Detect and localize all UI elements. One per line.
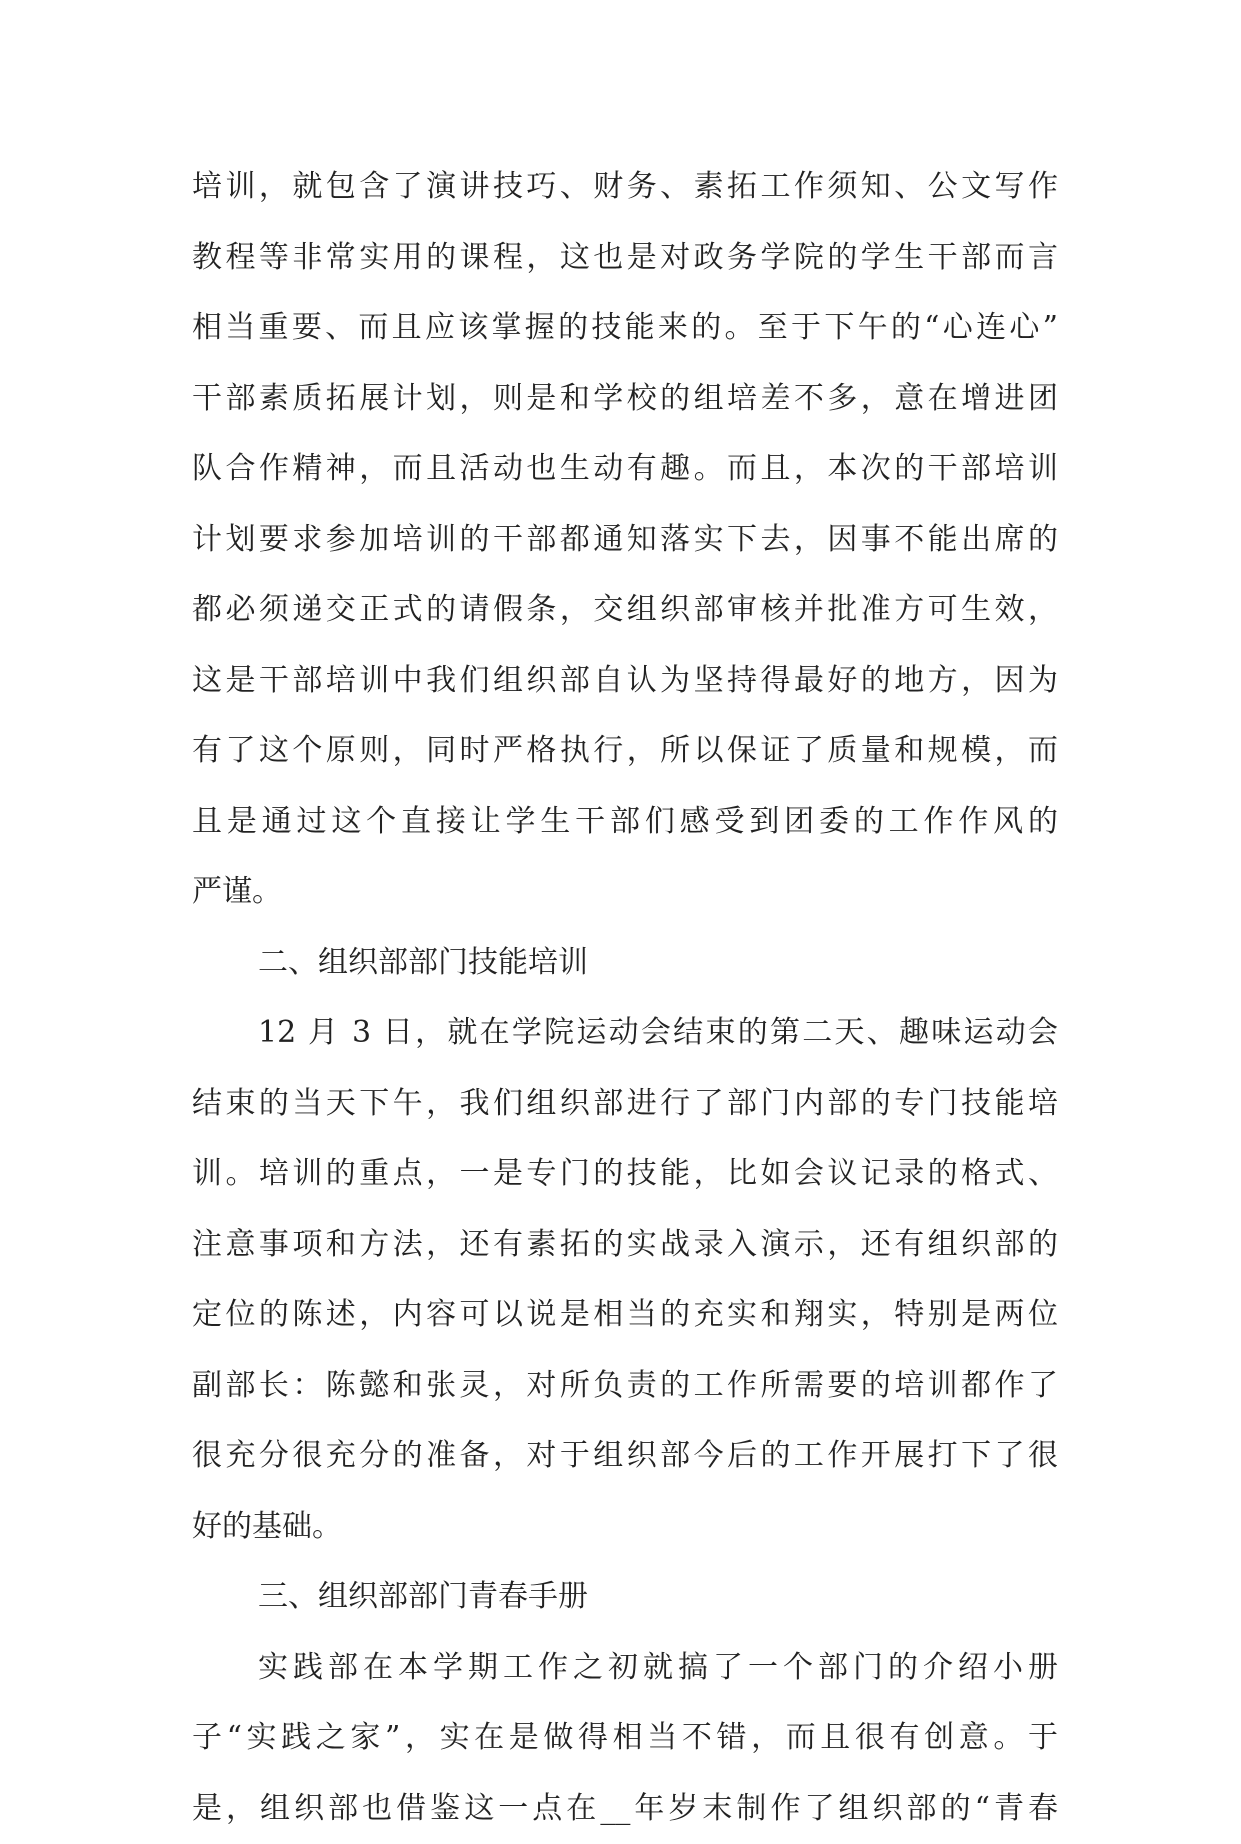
text-line (192, 364, 1058, 435)
text-line-content: 12 月 3 日，就在学院运动会结束的第二天、趣味运动会 (258, 998, 1058, 1069)
text-line-content: 且是通过这个直接让学生干部们感受到团委的工作作风的 (192, 787, 1058, 858)
text-line-content: 子“实践之家”，实在是做得相当不错，而且很有创意。于 (192, 1703, 1058, 1774)
text-line (192, 646, 1058, 717)
text-line-content: 训。培训的重点，一是专门的技能，比如会议记录的格式、 (192, 1139, 1058, 1210)
text-line (192, 1280, 1058, 1351)
text-line-content: 副部长：陈懿和张灵，对所负责的工作所需要的培训都作了 (192, 1351, 1058, 1422)
text-line (192, 1774, 1058, 1844)
text-line-content: 相当重要、而且应该掌握的技能来的。至于下午的“心连心” (192, 293, 1058, 364)
text-line-content: 好的基础。 (192, 1492, 342, 1563)
text-line (192, 223, 1058, 294)
text-line (192, 1069, 1058, 1140)
text-line (192, 1492, 1058, 1563)
text-line (192, 152, 1058, 223)
text-line-content: 实践部在本学期工作之初就搞了一个部门的介绍小册 (258, 1633, 1058, 1704)
text-line-content: 是，组织部也借鉴这一点在__年岁末制作了组织部的“青春 (192, 1774, 1058, 1844)
text-line-content: 有了这个原则，同时严格执行，所以保证了质量和规模，而 (192, 716, 1058, 787)
section-heading (192, 928, 1058, 999)
text-line-content: 严谨。 (192, 857, 282, 928)
text-line (192, 293, 1058, 364)
text-line (192, 716, 1058, 787)
text-line-content: 都必须递交正式的请假条，交组织部审核并批准方可生效， (192, 575, 1058, 646)
text-line-content: 培训，就包含了演讲技巧、财务、素拓工作须知、公文写作 (192, 152, 1058, 223)
section-heading (192, 1562, 1058, 1633)
text-line (192, 1703, 1058, 1774)
section-heading-text: 三、组织部部门青春手册 (258, 1562, 588, 1633)
text-line (192, 998, 1058, 1069)
text-line-content: 计划要求参加培训的干部都通知落实下去，因事不能出席的 (192, 505, 1058, 576)
text-line-content: 定位的陈述，内容可以说是相当的充实和翔实，特别是两位 (192, 1280, 1058, 1351)
text-line-content: 很充分很充分的准备，对于组织部今后的工作开展打下了很 (192, 1421, 1058, 1492)
text-line-content: 结束的当天下午，我们组织部进行了部门内部的专门技能培 (192, 1069, 1058, 1140)
text-line-content: 注意事项和方法，还有素拓的实战录入演示，还有组织部的 (192, 1210, 1058, 1281)
text-line (192, 1421, 1058, 1492)
text-line-content: 教程等非常实用的课程，这也是对政务学院的学生干部而言 (192, 223, 1058, 294)
text-line (192, 505, 1058, 576)
text-line-content: 队合作精神，而且活动也生动有趣。而且，本次的干部培训 (192, 434, 1058, 505)
text-line (192, 1210, 1058, 1281)
text-line (192, 787, 1058, 858)
text-line-content: 干部素质拓展计划，则是和学校的组培差不多，意在增进团 (192, 364, 1058, 435)
text-line (192, 575, 1058, 646)
text-line (192, 434, 1058, 505)
text-line (192, 857, 1058, 928)
section-heading-text: 二、组织部部门技能培训 (258, 928, 588, 999)
text-line-content: 这是干部培训中我们组织部自认为坚持得最好的地方，因为 (192, 646, 1058, 717)
text-line (192, 1633, 1058, 1704)
text-line (192, 1351, 1058, 1422)
document-body (192, 152, 1058, 1844)
text-line (192, 1139, 1058, 1210)
